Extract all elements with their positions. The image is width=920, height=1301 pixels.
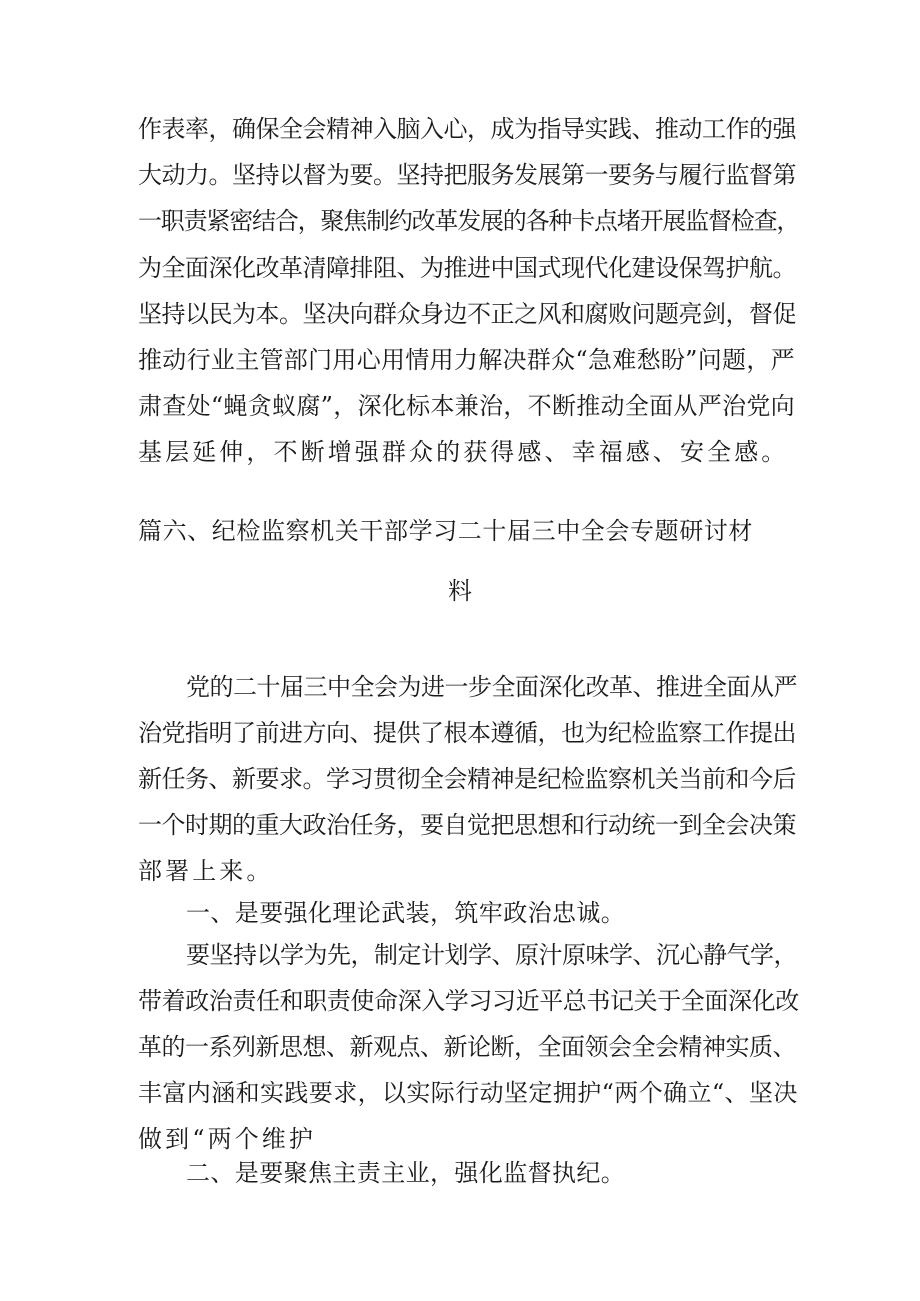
paragraph-2-line-3: 新任务、新要求。学习贯彻全会精神是纪检监察机关当前和今后 <box>138 765 796 793</box>
paragraph-2-line-5: 部署上来。 <box>138 857 274 885</box>
intro-line-6: 推动行业主管部门用心用情用力解决群众“急难愁盼”问题，严 <box>138 346 795 374</box>
paragraph-2-line-1: 党的二十届三中全会为进一步全面深化改革、推进全面从严 <box>186 673 797 701</box>
intro-line-8: 基层延伸，不断增强群众的获得感、幸福感、安全感。 <box>138 438 789 466</box>
paragraph-3-line-3: 革的一系列新思想、新观点、新论断，全面领会全会精神实质、 <box>138 1033 796 1061</box>
intro-line-4: 为全面深化改革清障排阻、为推进中国式现代化建设保驾护航。 <box>138 254 796 282</box>
paragraph-2-line-2: 治党指明了前进方向、提供了根本遵循，也为纪检监察工作提出 <box>138 719 796 747</box>
intro-line-5: 坚持以民为本。坚决向群众身边不正之风和腐败问题亮剑，督促 <box>138 300 796 328</box>
subheading-1: 一、是要强化理论武装，筑牢政治忠诚。 <box>186 899 626 927</box>
paragraph-3-line-5: 做到“两个维护 <box>138 1125 316 1153</box>
paragraph-3-line-2: 带着政治责任和职责使命深入学习习近平总书记关于全面深化改 <box>138 987 799 1015</box>
intro-line-3: 一职责紧密结合，聚焦制约改革发展的各种卡点堵开展监督检查， <box>138 207 800 235</box>
paragraph-2-line-4: 一个时期的重大政治任务，要自觉把思想和行动统一到全会决策 <box>138 811 796 839</box>
intro-line-7: 肃查处“蝇贪蚁腐”，深化标本兼治，不断推动全面从严治党向 <box>138 392 795 420</box>
section-title-line-1: 篇六、纪检监察机关干部学习二十届三中全会专题研讨材 <box>138 517 753 545</box>
intro-line-1: 作表率，确保全会精神入脑入心，成为指导实践、推动工作的强 <box>138 115 796 143</box>
subheading-2: 二、是要聚焦主责主业，强化监督执纪。 <box>186 1159 626 1187</box>
paragraph-3-line-4: 丰富内涵和实践要求，以实际行动坚定拥护“两个确立“、坚决 <box>138 1079 798 1107</box>
section-title-line-2: 料 <box>448 577 472 605</box>
paragraph-3-line-1: 要坚持以学为先，制定计划学、原汁原味学、沉心静气学， <box>186 941 797 969</box>
intro-line-2: 大动力。坚持以督为要。坚持把服务发展第一要务与履行监督第 <box>138 161 796 189</box>
